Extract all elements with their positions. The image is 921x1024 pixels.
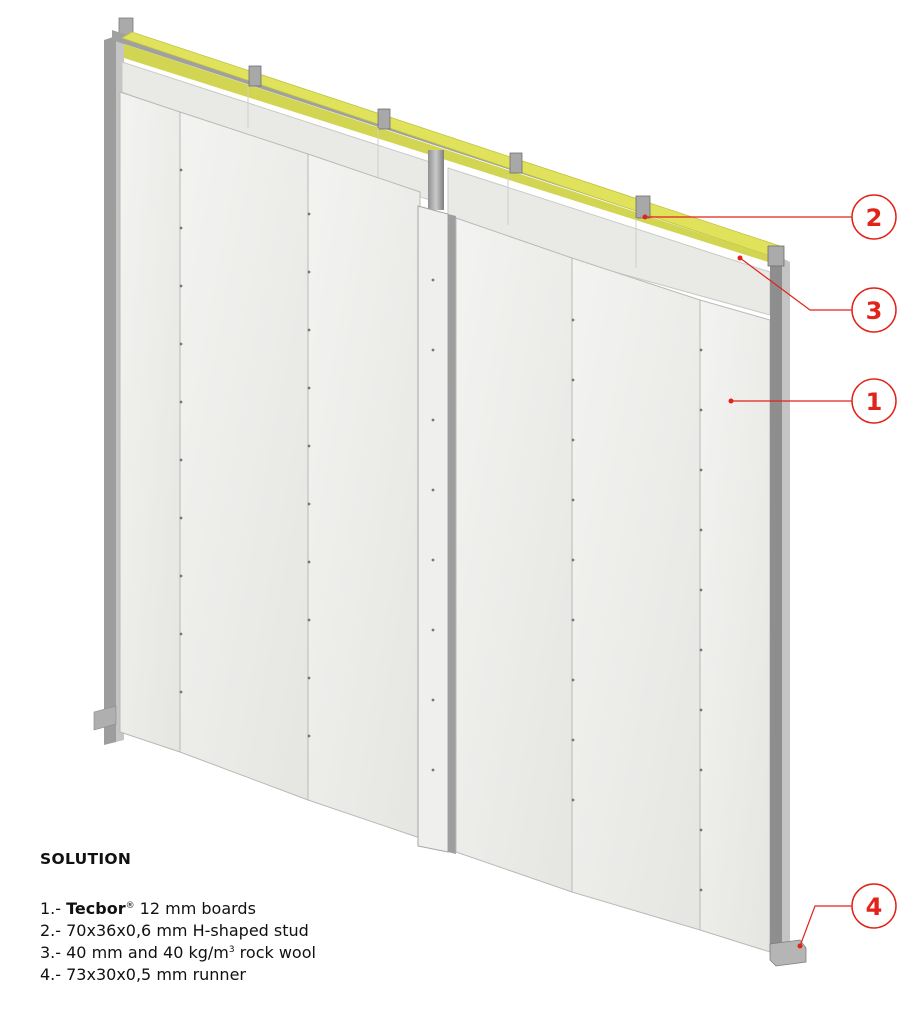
- left-boards: [120, 92, 420, 838]
- legend-list: [40, 898, 560, 986]
- central-h-stud: [418, 150, 456, 854]
- callout-1: [852, 379, 896, 423]
- legend-item-1-text: 12 mm boards: [134, 899, 256, 918]
- legend-item-4: 4.- 73x30x0,5 mm runner: [40, 965, 246, 984]
- legend-item-1-brand: Tecbor: [66, 899, 126, 918]
- solution-legend: [40, 850, 560, 986]
- callout-2: [852, 195, 896, 239]
- right-edge-stud: [768, 246, 790, 960]
- legend-title: SOLUTION: [40, 850, 132, 868]
- callout-3: [852, 288, 896, 332]
- legend-item-3-superscript: 3: [228, 945, 235, 955]
- legend-item-3: [40, 942, 560, 964]
- registered-mark: ®: [125, 901, 135, 911]
- legend-item-3-text: 3.- 40 mm and 40 kg/m: [40, 943, 229, 962]
- legend-item-3-text-end: rock wool: [234, 943, 316, 962]
- callout-1-number: 1: [865, 388, 883, 416]
- callout-2-number: 2: [865, 204, 883, 232]
- callout-4-number: 4: [865, 893, 883, 921]
- legend-item-1-prefix: 1.-: [40, 899, 67, 918]
- legend-item-1: [40, 898, 560, 920]
- legend-item-2: 2.- 70x36x0,6 mm H-shaped stud: [40, 921, 309, 940]
- callout-4: [852, 884, 896, 928]
- right-boards: [456, 218, 770, 952]
- callout-3-number: 3: [865, 297, 883, 325]
